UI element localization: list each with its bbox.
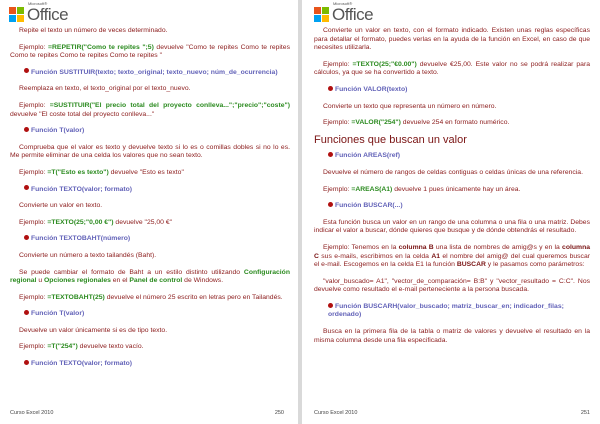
left-page <box>0 0 298 424</box>
logo-office: Office <box>27 5 69 24</box>
function-heading: Función BUSCARH(valor_buscado; matriz_buscar_en; indicador_filas; ordenado) <box>328 302 564 319</box>
paragraph: Reemplaza en texto, el texto_original por el texto_nuevo. <box>19 85 191 93</box>
formula: =AREAS(A1) <box>351 185 393 193</box>
example-paragraph: Ejemplo: =T("254") devuelve texto vacío. <box>19 343 144 351</box>
bullet-icon <box>328 202 333 207</box>
paragraph: Convierte un valor en texto. <box>19 202 103 210</box>
function-heading: Función BUSCAR(...) <box>328 202 590 211</box>
paragraph: "valor_buscado= A1", "vector_de_comparación= B:B" y "vector_resultado = C:C". Nos devuelve como resultado el e-mail perteneciente a la persona buscada. <box>314 277 590 294</box>
bullet-icon <box>24 68 29 73</box>
logo-microsoft: Microsoft® <box>28 1 48 6</box>
right-content <box>314 27 590 353</box>
office-logo <box>9 1 69 24</box>
paragraph: Comprueba que el valor es texto y devuelve texto si lo es o comillas dobles si no lo es. Me permite eliminar de una celda los valores que no sean texto. <box>10 143 290 160</box>
example-paragraph: Ejemplo: =TEXTOBAHT(25) devuelve el número 25 escrito en letras pero en Tailandés. <box>19 293 283 301</box>
paragraph: Devuelve un valor únicamente si es de tipo texto. <box>19 326 168 334</box>
office-logo-icon <box>9 7 25 23</box>
formula: =TEXTO(25;"€0.00") <box>352 60 417 68</box>
formula: =T("Esto es texto") <box>47 168 109 176</box>
bullet-icon <box>24 185 29 190</box>
formula: =T("254") <box>47 343 78 351</box>
paragraph: Esta función busca un valor en un rango de una columna o una fila o una matriz. Debes indicar el valor a buscar, dónde quieres que busque y de dónde obtendrás el resultado. <box>314 218 590 235</box>
bullet-icon <box>24 310 29 315</box>
example-paragraph: Ejemplo: =SUSTITUIR("El precio total del proyecto conlleva...";"precio";"coste") devuelve "El coste total del proyecto conlleva..." <box>10 101 290 118</box>
example-paragraph: Ejemplo: =REPETIR("Como te repites ";5) devuelve "Como te repites Como te repites Como te repites Como te repites Como te repites " <box>10 43 290 60</box>
example-paragraph: Ejemplo: =VALOR("254") devuelve 254 en formato numérico. <box>323 119 510 127</box>
footer-course: Curso Excel 2010 <box>10 410 54 416</box>
bullet-icon <box>328 86 333 91</box>
right-page <box>302 0 600 424</box>
function-heading: Función TEXTO(valor; formato) <box>24 186 290 195</box>
bullet-icon <box>328 303 333 308</box>
function-heading: Función AREAS(ref) <box>328 152 590 161</box>
bullet-icon <box>24 235 29 240</box>
office-logo <box>314 1 374 24</box>
bullet-icon <box>24 127 29 132</box>
function-heading: Función T(valor) <box>24 127 290 136</box>
left-content <box>10 27 290 377</box>
function-heading: Función VALOR(texto) <box>328 86 590 95</box>
paragraph: Busca en la primera fila de la tabla o matriz de valores y devuelve el resultado en la misma columna desde una fila especificada. <box>314 328 590 344</box>
paragraph: Convierte un valor en texto, con el formato indicado. Existen unas reglas específicas para detallar el formato, puedes verlas en la ayuda de la función en Excel, en caso de que necesites utilizarla. <box>314 27 590 52</box>
footer-course: Curso Excel 2010 <box>314 410 358 416</box>
example-paragraph: Ejemplo: =TEXTO(25;"€0.00") devuelve €25,00. Este valor no se podrá realizar para cálculos, ya que se ha convertido a texto. <box>314 60 590 77</box>
formula: =TEXTOBAHT(25) <box>47 293 105 301</box>
office-logo-icon <box>314 7 330 23</box>
paragraph: Se puede cambiar el formato de Baht a un estilo distinto utilizando Configuración regional u Opciones regionales en el Panel de control de Windows. <box>10 268 290 285</box>
page-number: 250 <box>274 410 284 416</box>
example-paragraph: Ejemplo: =T("Esto es texto") devuelve "Esto es texto" <box>19 168 184 176</box>
function-heading: Función TEXTO(valor; formato) <box>24 360 290 369</box>
paragraph: Convierte un texto que representa un número en número. <box>323 102 497 110</box>
example-paragraph: Ejemplo: =AREAS(A1) devuelve 1 pues únicamente hay un área. <box>323 185 521 193</box>
page-number: 251 <box>580 410 590 416</box>
function-heading: Función TEXTOBAHT(número) <box>24 235 290 244</box>
formula: =REPETIR("Como te repites ";5) <box>48 43 154 51</box>
paragraph: Convierte un número a texto tailandés (Baht). <box>19 251 157 259</box>
section-heading: Funciones que buscan un valor <box>314 133 467 146</box>
function-heading: Función SUSTITUIR(texto; texto_original; texto_nuevo; núm_de_ocurrencia) <box>24 69 290 78</box>
example-paragraph: Ejemplo: Tenemos en la columna B una lista de nombres de amig@s y en la columna C sus e-mails, escribimos en la celda A1 el nombre del amig@ del cual queremos buscar el e-mail. Escogemos en la celda E1 la función BUSCAR y le pasamos como parámetros: <box>314 243 590 269</box>
paragraph: Repite el texto un número de veces determinado. <box>19 27 168 34</box>
logo-office: Office <box>332 5 374 24</box>
logo-microsoft: Microsoft® <box>333 1 353 6</box>
example-paragraph: Ejemplo: =TEXTO(25;"0,00 €") devuelve "25,00 €" <box>19 218 173 226</box>
function-heading: Función T(valor) <box>24 310 290 319</box>
formula: =SUSTITUIR("El precio total del proyecto conlleva...";"precio";"coste") <box>49 101 290 109</box>
bullet-icon <box>328 152 333 157</box>
bullet-icon <box>24 360 29 365</box>
paragraph: Devuelve el número de rangos de celdas contiguas o celdas únicas de una referencia. <box>323 168 583 176</box>
formula: =VALOR("254") <box>351 119 401 127</box>
formula: =TEXTO(25;"0,00 €") <box>47 218 114 226</box>
